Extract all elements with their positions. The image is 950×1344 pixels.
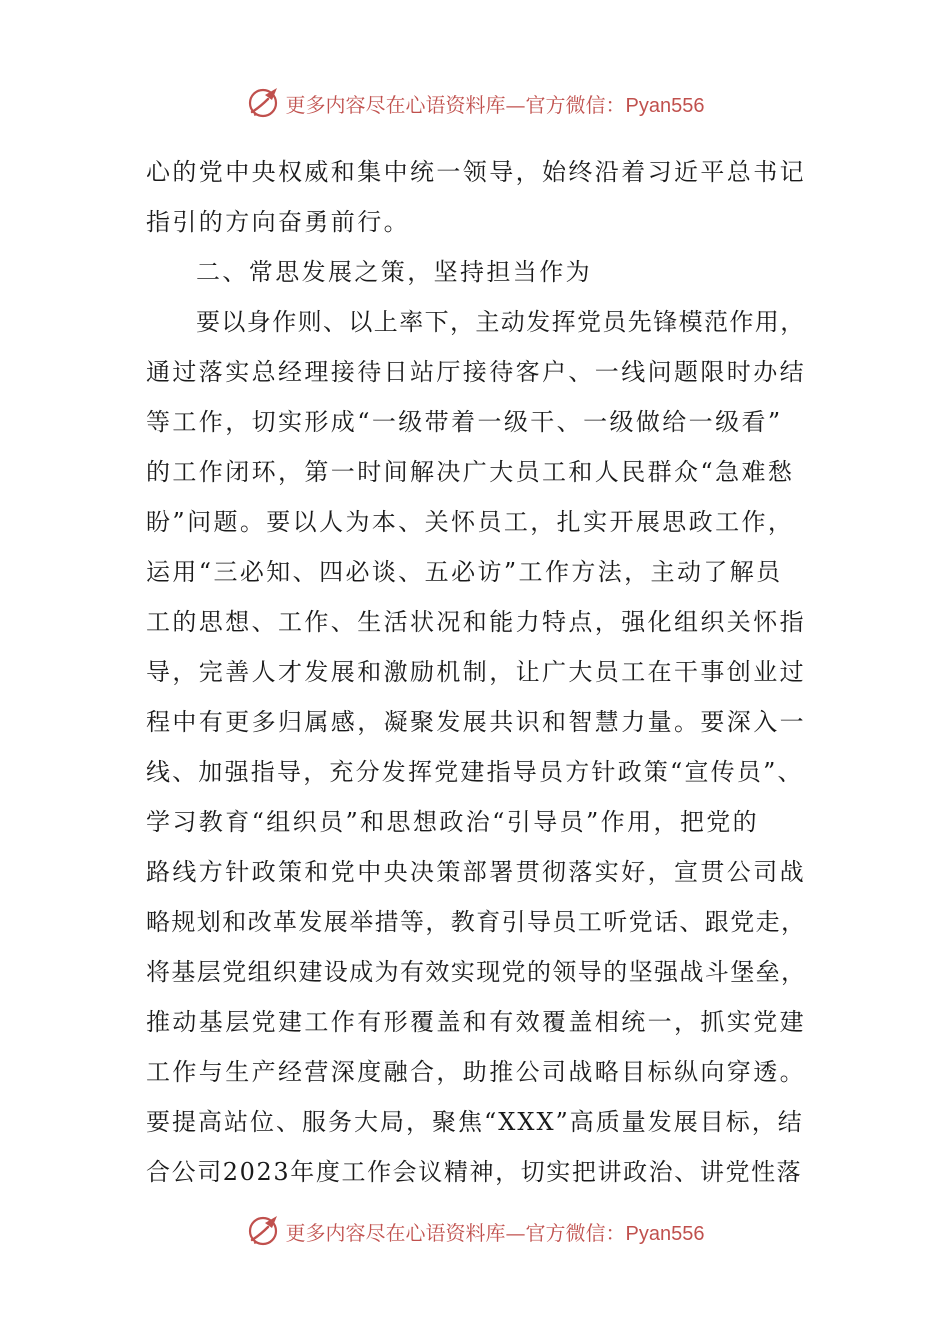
text-line: 路线方针政策和党中央决策部署贯彻落实好，宣贯公司战: [146, 858, 806, 886]
text-line: 要提高站位、服务大局，聚焦“XXX”高质量发展目标，结: [146, 1108, 804, 1136]
header-banner: [0, 83, 950, 123]
text-line: 等工作，切实形成“一级带着一级干、一级做给一级看”: [146, 408, 783, 436]
text-line: 心的党中央权威和集中统一领导，始终沿着习近平总书记: [146, 158, 806, 186]
text-line: 线、加强指导，充分发挥党建指导员方针政策“宣传员”、: [146, 758, 804, 786]
text-line: 工作与生产经营深度融合，助推公司战略目标纵向穿透。: [146, 1058, 806, 1086]
text-line: 工的思想、工作、生活状况和能力特点，强化组织关怀指: [146, 608, 806, 636]
text-line: 指引的方向奋勇前行。: [146, 208, 410, 236]
banner-dash: —: [505, 92, 526, 117]
text-line: 程中有更多归属感，凝聚发展共识和智慧力量。要深入一: [146, 708, 806, 736]
wechat-label: 官方微信：: [525, 92, 626, 117]
text-line: 盼”问题。要以人为本、关怀员工，扎实开展思政工作，: [146, 508, 795, 536]
document-body: [146, 147, 806, 1197]
banner-text: [286, 1217, 705, 1246]
banner-text: [286, 89, 705, 118]
wechat-id: Pyan556: [625, 94, 705, 117]
text-line: 的工作闭环，第一时间解决广大员工和人民群众“急难愁: [146, 458, 795, 486]
text-line: 合公司2023年度工作会议精神，切实把讲政治、讲党性落: [146, 1158, 803, 1186]
banner-slogan: 更多内容尽在心语资料库: [285, 92, 506, 117]
text-line: 导，完善人才发展和激励机制，让广大员工在干事创业过: [146, 658, 806, 686]
wechat-id: Pyan556: [625, 1222, 705, 1245]
banner-dash: —: [505, 1220, 526, 1245]
text-line: 通过落实总经理接待日站厅接待客户、一线问题限时办结: [146, 358, 806, 386]
banner-slogan: 更多内容尽在心语资料库: [285, 1220, 506, 1245]
footer-banner: [0, 1211, 950, 1251]
text-line: 要以身作则、以上率下，主动发挥党员先锋模范作用，: [196, 308, 806, 336]
text-line: 将基层党组织建设成为有效实现党的领导的坚强战斗堡垒，: [146, 958, 807, 986]
section-heading: 二、常思发展之策，坚持担当作为: [196, 258, 592, 286]
text-line: 运用“三必知、四必谈、五必访”工作方法，主动了解员: [146, 558, 783, 586]
pen-circle-icon: [246, 85, 282, 121]
text-line: 学习教育“组织员”和思想政治“引导员”作用，把党的: [146, 808, 760, 836]
wechat-label: 官方微信：: [525, 1220, 626, 1245]
pen-circle-icon: [246, 1213, 282, 1249]
text-line: 略规划和改革发展举措等，教育引导员工听党话、跟党走，: [146, 908, 807, 936]
text-line: 推动基层党建工作有形覆盖和有效覆盖相统一，抓实党建: [146, 1008, 806, 1036]
